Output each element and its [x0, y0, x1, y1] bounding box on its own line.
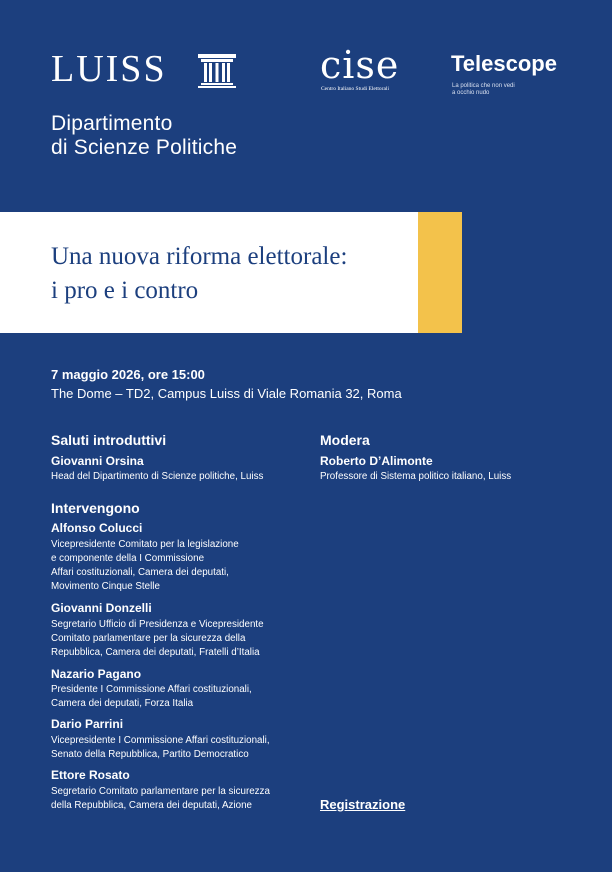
speaker-name-rosato: Ettore Rosato — [51, 768, 130, 782]
role-line: e componente della I Commissione — [51, 553, 205, 564]
role-line: Head del Dipartimento di Scienze politiche, Luiss — [51, 471, 264, 482]
column-icon — [198, 54, 236, 88]
role-line: Repubblica, Camera dei deputati, Fratelli d’Italia — [51, 647, 260, 658]
speaker-role-pagano — [51, 683, 252, 711]
event-title-line1: Una nuova riforma elettorale: — [51, 243, 348, 270]
role-line: Movimento Cinque Stelle — [51, 581, 160, 592]
speaker-name-pagano: Nazario Pagano — [51, 667, 142, 681]
cise-logo: cise — [320, 43, 400, 87]
speaker-role-orsina — [51, 470, 263, 484]
modera-heading: Modera — [320, 432, 370, 448]
role-line: Senato della Repubblica, Partito Democratico — [51, 749, 249, 760]
speaker-name-colucci: Alfonso Colucci — [51, 521, 143, 535]
event-title-line2: i pro e i contro — [51, 277, 199, 304]
role-line: Professore di Sistema politico italiano, Luiss — [320, 471, 512, 482]
speaker-role-colucci — [51, 538, 239, 594]
role-line: Vicepresidente I Commissione Affari costituzionali, — [51, 735, 270, 746]
speaker-role-dalimonte — [320, 470, 511, 484]
intervengono-heading: Intervengono — [51, 500, 140, 516]
cise-tagline: Centro Italiano Studi Elettorali — [321, 86, 389, 92]
role-line: Affari costituzionali, Camera dei deputati, — [51, 567, 229, 578]
role-line: Vicepresidente Comitato per la legislazione — [51, 539, 239, 550]
luiss-logo: LUISS — [51, 48, 167, 90]
speaker-role-parrini — [51, 734, 270, 762]
event-venue: The Dome – TD2, Campus Luiss di Viale Romania 32, Roma — [51, 386, 402, 401]
department-name-line2: di Scienze Politiche — [51, 136, 238, 159]
telescope-tagline-line2: a occhio nudo — [452, 90, 490, 96]
role-line: Segretario Ufficio di Presidenza e Vicepresidente — [51, 619, 264, 630]
registration-link[interactable]: Registrazione — [320, 797, 406, 812]
role-line: Comitato parlamentare per la sicurezza della — [51, 633, 246, 644]
telescope-tagline-line1: La politica che non vedi — [452, 83, 515, 89]
role-line: Camera dei deputati, Forza Italia — [51, 698, 194, 709]
event-date: 7 maggio 2026, ore 15:00 — [51, 367, 205, 382]
title-band — [0, 212, 418, 333]
saluti-heading: Saluti introduttivi — [51, 432, 167, 448]
telescope-logo: Telescope — [451, 51, 557, 76]
speaker-role-rosato — [51, 785, 270, 813]
speaker-name-donzelli: Giovanni Donzelli — [51, 601, 152, 615]
role-line: della Repubblica, Camera dei deputati, Azione — [51, 800, 252, 811]
speaker-name-dalimonte: Roberto D’Alimonte — [320, 454, 433, 468]
accent-bar — [418, 212, 462, 333]
speaker-role-donzelli — [51, 618, 264, 660]
role-line: Segretario Comitato parlamentare per la sicurezza — [51, 786, 270, 797]
speaker-name-orsina: Giovanni Orsina — [51, 454, 144, 468]
speaker-name-parrini: Dario Parrini — [51, 717, 124, 731]
department-name-line1: Dipartimento — [51, 112, 173, 135]
role-line: Presidente I Commissione Affari costituzionali, — [51, 684, 252, 695]
